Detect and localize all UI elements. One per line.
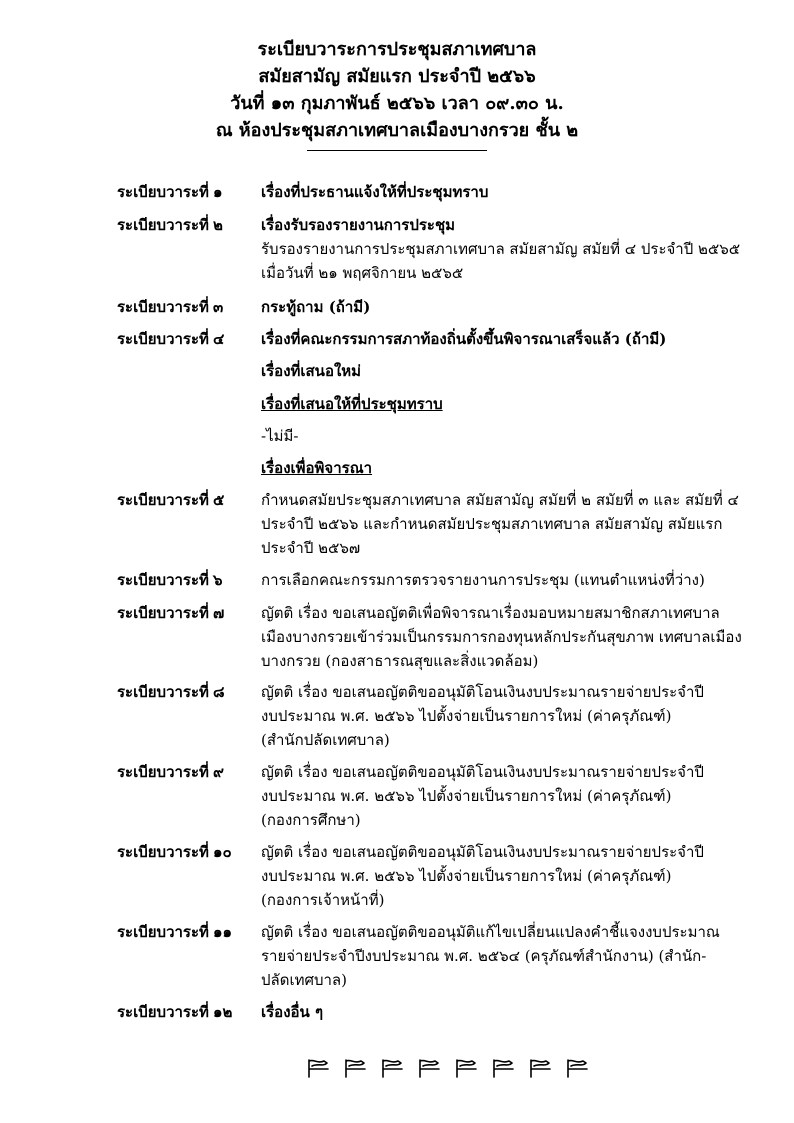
agenda-text: (สำนักปลัดเทศบาล) <box>261 731 390 749</box>
ornamental-flag-icon <box>417 1057 441 1079</box>
agenda-text: (กองการเจ้าหน้าที่) <box>261 891 385 909</box>
ornamental-flag-icon <box>380 1057 404 1079</box>
agenda-number: ๓ <box>213 298 224 316</box>
agenda-number: ๖ <box>213 571 223 589</box>
agenda-number: ๑ <box>213 183 223 201</box>
agenda-text: กระทู้ถาม (ถ้ามี) <box>261 298 371 316</box>
agenda-label: ระเบียบวาระที่ <box>117 843 209 861</box>
agenda-content <box>261 760 703 832</box>
document-header <box>0 36 794 151</box>
agenda-text: ประจำปี ๒๕๖๖ และกำหนดสมัยประชุมสภาเทศบาล สมัยสามัญ สมัยแรก <box>261 515 723 533</box>
agenda-number: ๗ <box>213 604 225 622</box>
agenda-label: ระเบียบวาระที่ <box>117 330 209 348</box>
agenda-number: ๑๒ <box>213 1003 233 1021</box>
agenda-text: รายจ่ายประจำปีงบประมาณ พ.ศ. ๒๕๖๔ (ครุภัณฑ์สำนักงาน) (สำนัก- <box>261 947 707 965</box>
agenda-text: เรื่องรับรองรายงานการประชุม <box>261 216 456 234</box>
agenda-label: ระเบียบวาระที่ <box>117 923 209 941</box>
agenda-text: ญัตติ เรื่อง ขอเสนอญัตติขออนุมัติโอนเงินงบประมาณรายจ่ายประจำปี <box>261 763 704 781</box>
subheading-for-consideration: เรื่องเพื่อพิจารณา <box>261 459 373 477</box>
agenda-label: ระเบียบวาระที่ <box>117 183 209 201</box>
agenda-label: ระเบียบวาระที่ <box>117 491 209 509</box>
agenda-number: ๒ <box>213 216 223 234</box>
agenda-number: ๘ <box>213 683 225 701</box>
datetime-line: วันที่ ๑๓ กุมภาพันธ์ ๒๕๖๖ เวลา ๐๙.๓๐ น. <box>230 93 564 114</box>
agenda-content <box>261 295 703 319</box>
ornament-row <box>306 1057 589 1079</box>
agenda-text: งบประมาณ พ.ศ. ๒๕๖๖ ไปตั้งจ่ายเป็นรายการใหม่ (ค่าครุภัณฑ์) <box>261 867 672 885</box>
agenda-text: ญัตติ เรื่อง ขอเสนอญัตติเพื่อพิจารณาเรื่องมอบหมายสมาชิกสภาเทศบาล <box>261 604 720 622</box>
agenda-text: ปลัดเทศบาล) <box>261 971 347 989</box>
agenda-content <box>261 680 703 752</box>
agenda-text: การเลือกคณะกรรมการตรวจรายงานการประชุม (แทนตำแหน่งที่ว่าง) <box>261 571 705 589</box>
ornamental-flag-icon <box>454 1057 478 1079</box>
agenda-label: ระเบียบวาระที่ <box>117 216 209 234</box>
agenda-label: ระเบียบวาระที่ <box>117 298 209 316</box>
subheading-for-information: เรื่องที่เสนอให้ที่ประชุมทราบ <box>261 395 443 413</box>
session-line: สมัยสามัญ สมัยแรก ประจำปี ๒๕๖๖ <box>258 66 536 87</box>
agenda-text: (กองการศึกษา) <box>261 811 361 829</box>
agenda-content <box>261 568 703 592</box>
ornamental-flag-icon <box>306 1057 330 1079</box>
agenda-text: เมื่อวันที่ ๒๑ พฤศจิกายน ๒๕๖๕ <box>261 264 464 282</box>
agenda-label: ระเบียบวาระที่ <box>117 683 209 701</box>
agenda-text: ญัตติ เรื่อง ขอเสนอญัตติขออนุมัติแก้ไขเปลี่ยนแปลงคำชี้แจงงบประมาณ <box>261 923 720 941</box>
ornamental-flag-icon <box>565 1057 589 1079</box>
agenda-label: ระเบียบวาระที่ <box>117 571 209 589</box>
venue-line: ณ ห้องประชุมสภาเทศบาลเมืองบางกรวย ชั้น ๒ <box>215 120 579 141</box>
agenda-content <box>261 327 703 351</box>
agenda-content <box>261 488 739 560</box>
ornamental-flag-icon <box>528 1057 552 1079</box>
none-text: -ไม่มี- <box>261 427 299 445</box>
agenda-label: ระเบียบวาระที่ <box>117 1003 209 1021</box>
agenda-text: รับรองรายงานการประชุมสภาเทศบาล สมัยสามัญ สมัยที่ ๔ ประจำปี ๒๕๖๕ <box>261 240 741 258</box>
agenda-text: เมืองบางกรวยเข้าร่วมเป็นกรรมการกองทุนหลักประกันสุขภาพ เทศบาลเมือง <box>261 628 742 646</box>
subheading-new-matters: เรื่องที่เสนอใหม่ <box>261 362 362 380</box>
agenda-number: ๕ <box>213 491 225 509</box>
agenda-text: ญัตติ เรื่อง ขอเสนอญัตติขออนุมัติโอนเงินงบประมาณรายจ่ายประจำปี <box>261 843 704 861</box>
agenda-text: ประจำปี ๒๕๖๗ <box>261 539 361 557</box>
ornamental-flag-icon <box>343 1057 367 1079</box>
agenda-text: เรื่องที่คณะกรรมการสภาท้องถิ่นตั้งขึ้นพิจารณาเสร็จแล้ว (ถ้ามี) <box>261 330 667 348</box>
agenda-content <box>261 213 741 285</box>
agenda-text: ญัตติ เรื่อง ขอเสนอญัตติขออนุมัติโอนเงินงบประมาณรายจ่ายประจำปี <box>261 683 704 701</box>
document-title: ระเบียบวาระการประชุมสภาเทศบาล <box>257 39 537 60</box>
agenda-content <box>261 840 703 912</box>
header-divider <box>307 150 487 151</box>
agenda-content <box>261 1000 703 1024</box>
ornamental-flag-icon <box>491 1057 515 1079</box>
agenda-content <box>261 920 720 992</box>
agenda-number: ๙ <box>213 763 224 781</box>
agenda-content <box>261 601 742 673</box>
agenda-number: ๑๐ <box>213 843 232 861</box>
agenda-label: ระเบียบวาระที่ <box>117 763 209 781</box>
agenda-text: เรื่องที่ประธานแจ้งให้ที่ประชุมทราบ <box>261 183 489 201</box>
agenda-text: เรื่องอื่น ๆ <box>261 1003 324 1021</box>
agenda-text: กำหนดสมัยประชุมสภาเทศบาล สมัยสามัญ สมัยที่ ๒ สมัยที่ ๓ และ สมัยที่ ๔ <box>261 491 739 509</box>
agenda-text: งบประมาณ พ.ศ. ๒๕๖๖ ไปตั้งจ่ายเป็นรายการใหม่ (ค่าครุภัณฑ์) <box>261 787 672 805</box>
agenda-label: ระเบียบวาระที่ <box>117 604 209 622</box>
agenda-number: ๑๑ <box>213 923 233 941</box>
agenda-text: บางกรวย (กองสาธารณสุขและสิ่งแวดล้อม) <box>261 652 539 670</box>
agenda-text: งบประมาณ พ.ศ. ๒๕๖๖ ไปตั้งจ่ายเป็นรายการใหม่ (ค่าครุภัณฑ์) <box>261 707 672 725</box>
agenda-number: ๔ <box>213 330 225 348</box>
agenda-content <box>261 180 703 204</box>
